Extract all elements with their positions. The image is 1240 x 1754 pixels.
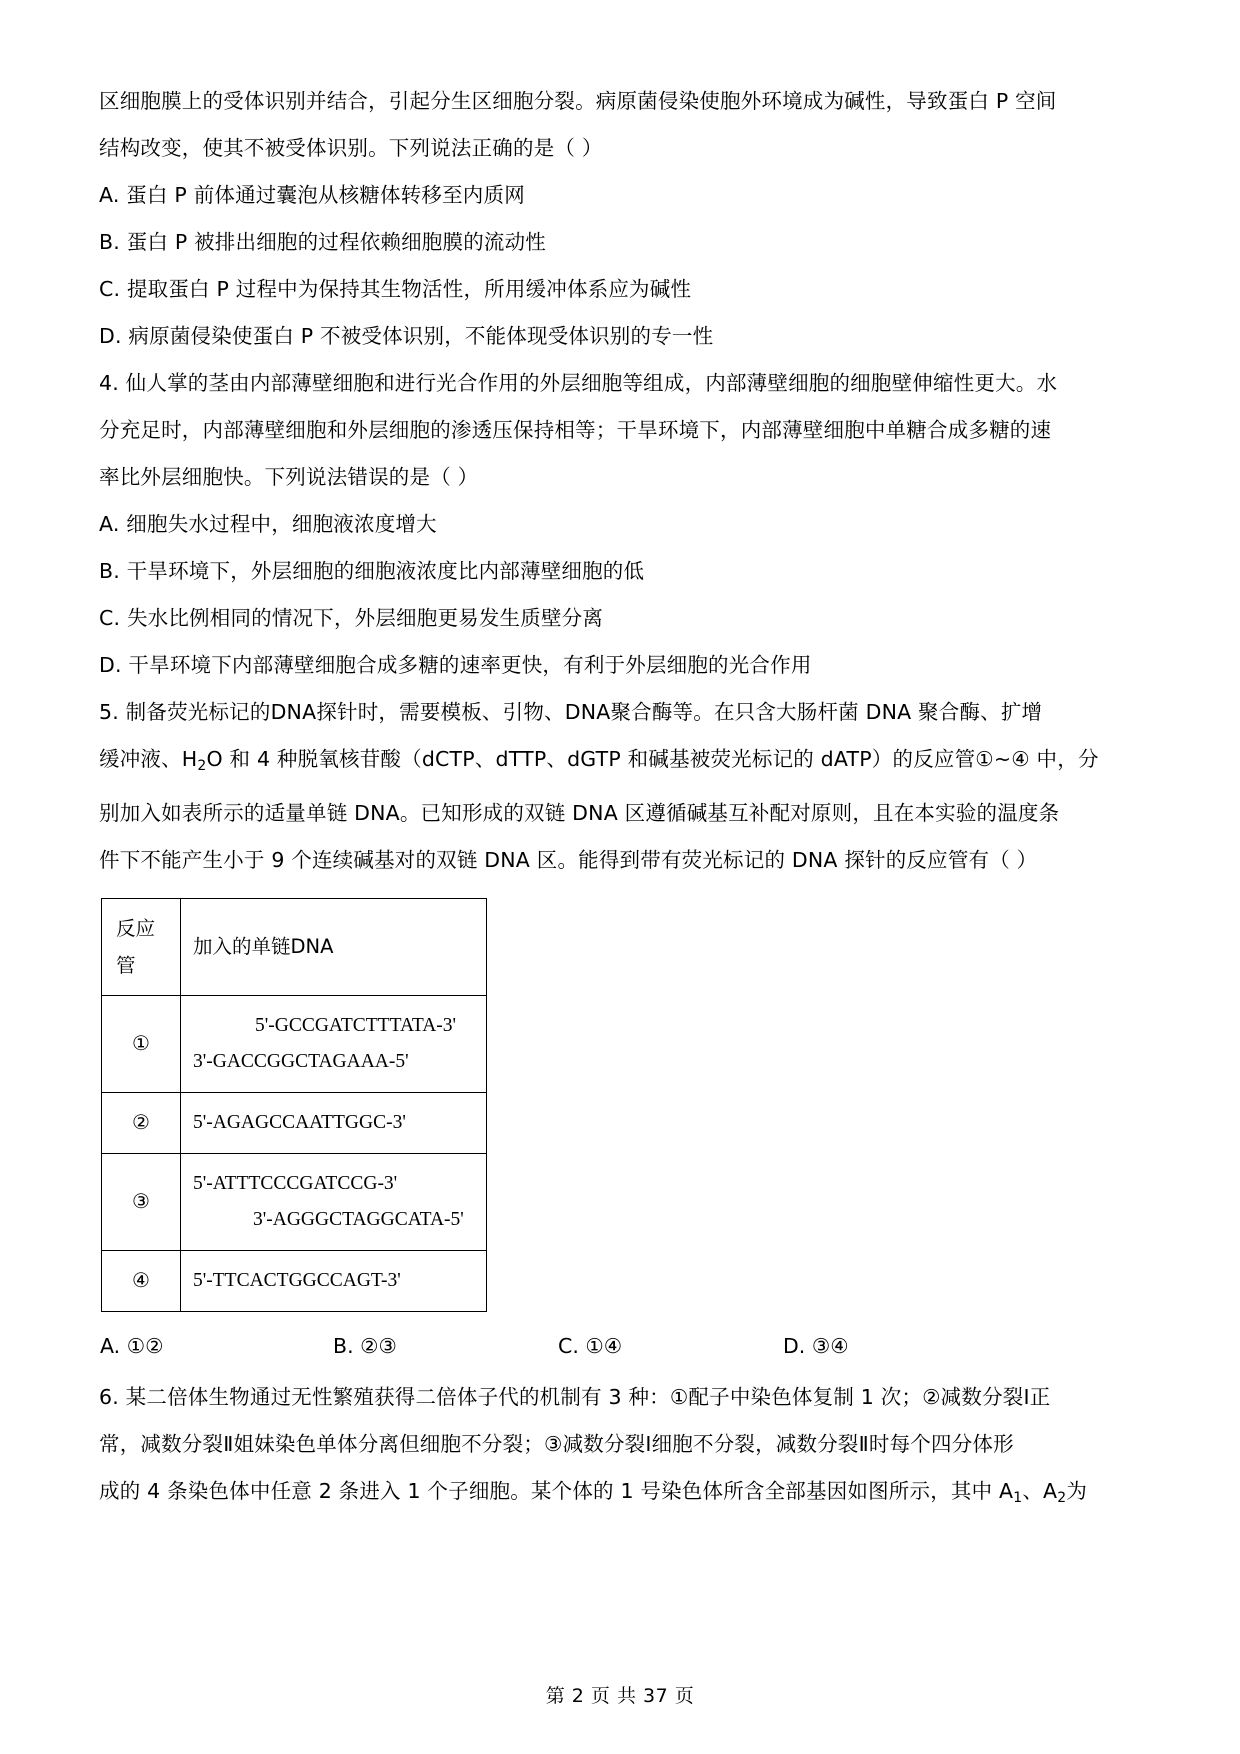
q4-option-c: C. 失水比例相同的情况下，外层细胞更易发生质壁分离	[99, 606, 604, 630]
q4-stem-line-1: 4. 仙人掌的茎由内部薄壁细胞和进行光合作用的外层细胞等组成，内部薄壁细胞的细胞壁伸缩性更大。水	[99, 371, 1058, 395]
sequence-group-2	[181, 1093, 486, 1153]
tube-number-cell	[102, 995, 181, 1092]
q6-stem-line-1: 6. 某二倍体生物通过无性繁殖获得二倍体子代的机制有 3 种：①配子中染色体复制 1 次；②减数分裂Ⅰ正	[99, 1384, 1051, 1409]
sequence-cell	[181, 1250, 487, 1311]
q3-option-c: C. 提取蛋白 P 过程中为保持其生物活性，所用缓冲体系应为碱性	[99, 277, 692, 301]
header-cell-tube	[102, 898, 181, 995]
sequence-cell	[181, 1153, 487, 1250]
q5-stem-line-1: 5. 制备荧光标记的DNA探针时，需要模板、引物、DNA聚合酶等。在只含大肠杆菌 DNA 聚合酶、扩增	[99, 700, 1043, 724]
q3-option-b: B. 蛋白 P 被排出细胞的过程依赖细胞膜的流动性	[99, 230, 546, 254]
header-tube-line-2: 管	[116, 953, 136, 977]
tube-number-1: ①	[132, 1030, 150, 1055]
q5-choice-d: D. ③④	[783, 1333, 849, 1358]
q4-option-b: B. 干旱环境下，外层细胞的细胞液浓度比内部薄壁细胞的低	[99, 559, 645, 583]
sequence-line: 5'-TTCACTGGCCAGT-3'	[193, 1269, 401, 1291]
question-4	[99, 360, 1145, 689]
water-subscript: 2	[197, 757, 207, 774]
tube-number-cell	[102, 1250, 181, 1311]
sequence-group-4	[181, 1251, 486, 1311]
sequence-group-3	[181, 1154, 486, 1250]
header-cell-sequence	[181, 898, 487, 995]
sequence-line: 3'-AGGGCTAGGCATA-5'	[253, 1208, 464, 1230]
tube-number-3: ③	[132, 1188, 150, 1213]
sequence-line: 5'-AGAGCCAATTGGC-3'	[193, 1111, 406, 1133]
q5-stem-line-3: 别加入如表所示的适量单链 DNA。已知形成的双链 DNA 区遵循碱基互补配对原则，且在本实验的温度条	[99, 800, 1060, 825]
q4-stem-line-3: 率比外层细胞快。下列说法错误的是（ ）	[99, 465, 479, 489]
q5-choice-c: C. ①④	[558, 1333, 623, 1358]
tube-number-4: ④	[132, 1267, 150, 1292]
table-row	[102, 1250, 487, 1311]
table-row	[102, 1153, 487, 1250]
table-header-row	[102, 898, 487, 995]
q3-option-d: D. 病原菌侵染使蛋白 P 不被受体识别，不能体现受体识别的专一性	[99, 324, 714, 348]
q3-stem-line-1: 区细胞膜上的受体识别并结合，引起分生区细胞分裂。病原菌侵染使胞外环境成为碱性，导致蛋白 P 空间	[99, 89, 1057, 113]
q6-stem-line-3-mid: 、A	[1022, 1478, 1058, 1503]
sequence-cell	[181, 1092, 487, 1153]
question-5	[99, 689, 1145, 1374]
q5-choice-a: A. ①②	[100, 1333, 164, 1358]
q3-option-a: A. 蛋白 P 前体通过囊泡从核糖体转移至内质网	[99, 183, 525, 207]
dna-table-container	[99, 898, 1145, 1312]
q4-option-a: A. 细胞失水过程中，细胞液浓度增大	[99, 512, 437, 536]
q6-stem-line-3	[99, 1468, 1145, 1522]
q3-stem-line-2: 结构改变，使其不被受体识别。下列说法正确的是（ ）	[99, 136, 603, 160]
q5-stem-line-2-part-a: 缓冲液、H	[99, 747, 198, 771]
table-row	[102, 1092, 487, 1153]
header-sequence-label: 加入的单链DNA	[193, 934, 334, 958]
sequence-line: 3'-GACCGGCTAGAAA-5'	[193, 1050, 409, 1072]
header-tube-line-1: 反应	[116, 916, 156, 940]
sequence-line: 5'-ATTTCCCGATCCG-3'	[193, 1172, 398, 1194]
q5-choice-row	[99, 1334, 1145, 1374]
sequence-group-1	[181, 996, 486, 1092]
table-row	[102, 995, 487, 1092]
q6-stem-line-3-part-a: 成的 4 条染色体中任意 2 条进入 1 个子细胞。某个体的 1 号染色体所含全部基因如图所示，其中 A	[99, 1478, 1014, 1503]
q5-choice-b: B. ②③	[333, 1333, 397, 1358]
q6-stem-line-3-part-b: 为	[1066, 1478, 1088, 1503]
sequence-cell	[181, 995, 487, 1092]
q6-stem-line-2: 常，减数分裂Ⅱ姐妹染色单体分离但细胞不分裂；③减数分裂Ⅰ细胞不分裂，减数分裂Ⅱ时每个四分体形	[99, 1431, 1014, 1456]
header-tube-label	[102, 899, 180, 995]
tube-number-cell	[102, 1153, 181, 1250]
question-6	[99, 1374, 1145, 1522]
tube-number-cell	[102, 1092, 181, 1153]
q5-stem-line-2-part-b: O 和 4 种脱氧核苷酸（dCTP、dTTP、dGTP 和碱基被荧光标记的 dATP）的反应管①~④ 中，分	[206, 747, 1099, 771]
allele-a1-subscript: 1	[1013, 1489, 1023, 1506]
single-strand-dna-table	[101, 898, 487, 1312]
q4-option-d: D. 干旱环境下内部薄壁细胞合成多糖的速率更快，有利于外层细胞的光合作用	[99, 653, 812, 677]
q5-stem-line-4: 件下不能产生小于 9 个连续碱基对的双链 DNA 区。能得到带有荧光标记的 DNA 探针的反应管有（ ）	[99, 847, 1038, 872]
sequence-line: 5'-GCCGATCTTTATA-3'	[255, 1014, 457, 1036]
allele-a2-subscript: 2	[1057, 1489, 1067, 1506]
q5-stem-line-2	[99, 736, 1145, 790]
page-footer: 第 2 页 共 37 页	[545, 1685, 695, 1707]
q4-stem-line-2: 分充足时，内部薄壁细胞和外层细胞的渗透压保持相等；干旱环境下，内部薄壁细胞中单糖合成多糖的速	[99, 418, 1052, 442]
tube-number-2: ②	[132, 1109, 150, 1134]
question-3-continuation	[99, 78, 1145, 360]
